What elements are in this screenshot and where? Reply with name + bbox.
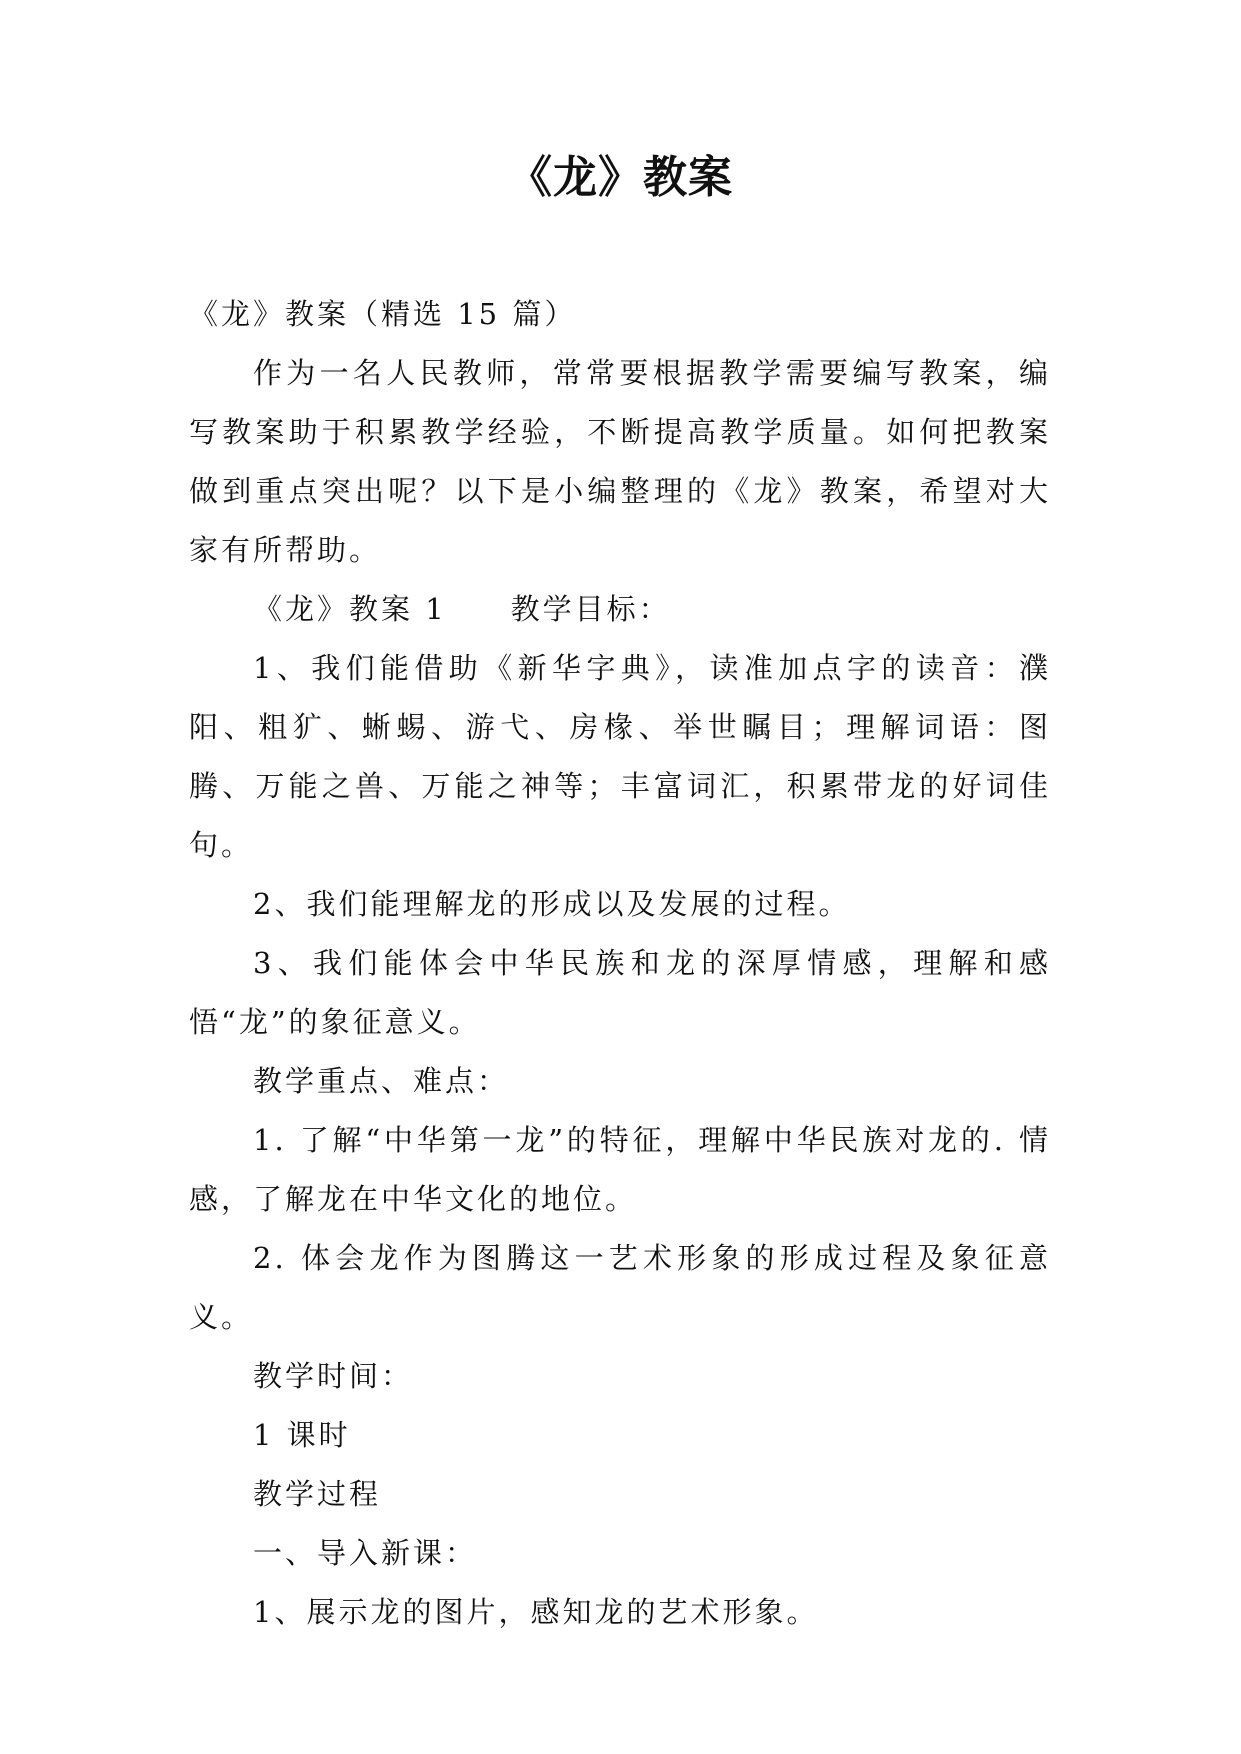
objective-item: 3、我们能体会中华民族和龙的深厚情感，理解和感悟“龙”的象征意义。: [189, 946, 1051, 1039]
key-point-item: 1. 了解“中华第一龙”的特征，理解中华民族对龙的. 情感，了解龙在中华文化的地位。: [189, 1123, 1051, 1216]
subtitle-paragraph: 《龙》教案（精选 15 篇）: [189, 297, 577, 331]
objective-item: 1、我们能借助《新华字典》，读准加点字的读音：濮阳、粗犷、蜥蜴、游弋、房椽、举世瞩目；理解词语：图腾、万能之兽、万能之神等；丰富词汇，积累带龙的好词佳句。: [189, 651, 1051, 862]
document-body: [189, 285, 1051, 1642]
section-heading: 教学重点、难点：: [253, 1064, 510, 1098]
process-item: 1、展示龙的图片，感知龙的艺术形象。: [253, 1595, 819, 1629]
document-title: 《龙》教案: [508, 152, 733, 203]
section-heading: 教学过程: [253, 1477, 382, 1511]
key-point-item: 2. 体会龙作为图腾这一艺术形象的形成过程及象征意义。: [189, 1241, 1051, 1334]
section-heading: 《龙》教案 1 教学目标：: [253, 592, 671, 626]
objective-item: 2、我们能理解龙的形成以及发展的过程。: [253, 887, 851, 921]
section-heading: 教学时间：: [253, 1359, 414, 1393]
section-heading: 一、导入新课：: [253, 1536, 478, 1570]
intro-paragraph: 作为一名人民教师，常常要根据教学需要编写教案，编写教案助于积累教学经验，不断提高教学质量。如何把教案做到重点突出呢？以下是小编整理的《龙》教案，希望对大家有所帮助。: [189, 356, 1051, 567]
body-paragraph: 1 课时: [253, 1418, 351, 1452]
